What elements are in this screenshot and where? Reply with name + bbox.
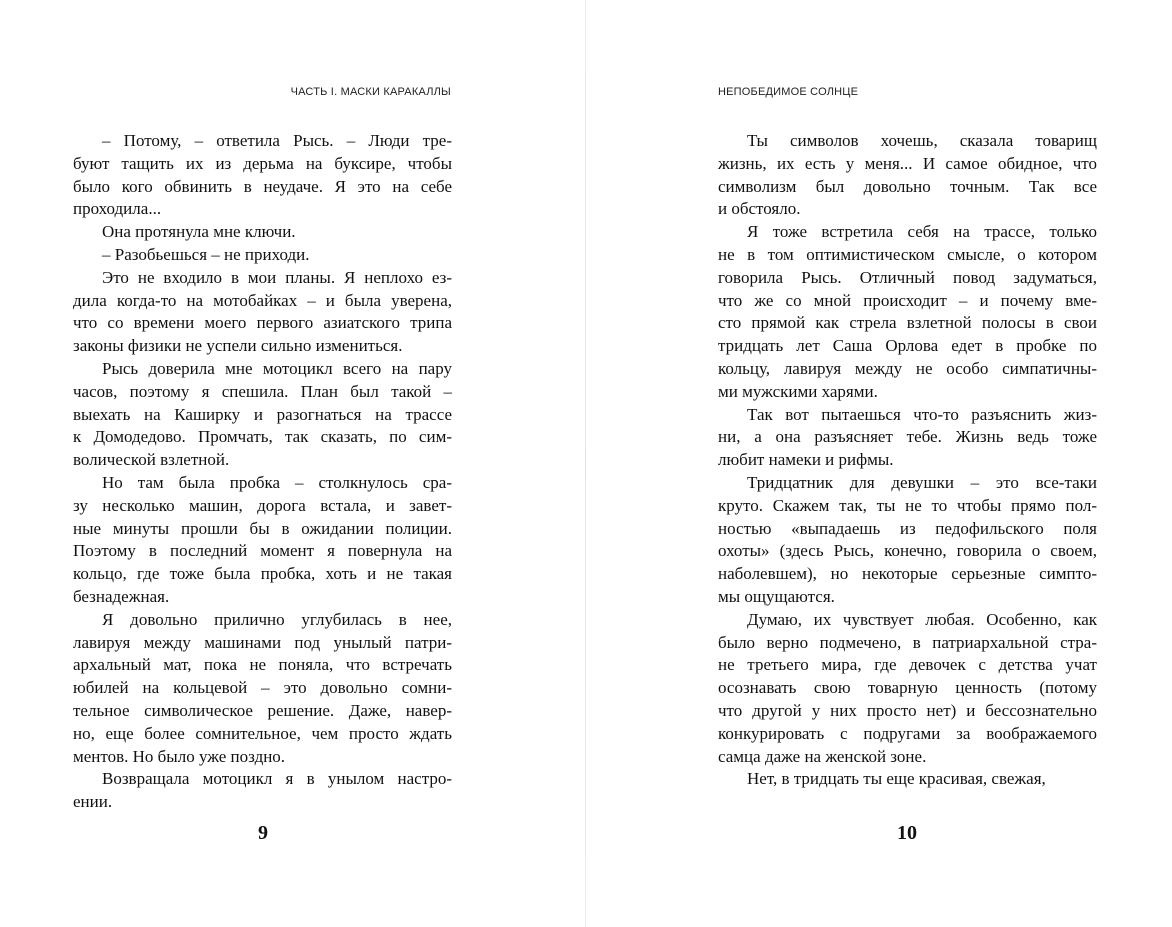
text-line: проходила... [73,199,162,219]
text-line: Тридцатник для девушки – это все-таки [747,472,1097,492]
text-line: тридцать лет Саша Орлова едет в пробке по [718,336,1097,356]
text-line: зу несколько машин, дорога встала, и завет- [73,495,452,515]
text-line: ментов. Но было уже поздно. [73,746,286,766]
text-line: волической взлетной. [73,450,230,470]
text-line: тельное символическое решение. Даже, навер- [73,700,452,720]
text-line: не в том оптимистическом смысле, о котором [718,244,1097,264]
text-line: конкурировать с подругами за воображаемого [718,723,1097,743]
text-line: дила когда-то на мотобайках – и была уверена, [73,290,452,310]
text-line: Ты символов хочешь, сказала товарищ [747,131,1097,150]
paragraph [718,609,1097,769]
text-line: что со времени моего первого азиатского трипа [73,313,452,333]
text-line: не третьего мира, где девочек с детства учат [718,655,1097,675]
text-line: лавируя между машинами под унылый патри- [73,632,452,652]
text-line: кольцо, где тоже была пробка, хоть и не такая [73,564,452,584]
text-line: самца даже на женской зоне. [718,746,927,766]
paragraph [73,472,452,609]
text-line: осознавать свою товарную ценность (потому [718,678,1097,698]
right-page-number: 10 [897,822,917,844]
right-page-text [718,130,1097,791]
text-line: выехать на Каширку и разогнаться на трассе [73,404,452,424]
text-line: охоты» (здесь Рысь, конечно, говорила о своем, [718,541,1097,561]
text-line: сто прямой как стрела взлетной полосы в свои [718,313,1097,333]
paragraph [73,221,452,244]
text-line: законы физики не успели сильно измениться. [73,336,403,356]
right-running-head: НЕПОБЕДИМОЕ СОЛНЦЕ [718,86,859,98]
paragraph [718,130,1097,221]
left-running-head: ЧАСТЬ I. МАСКИ КАРАКАЛЛЫ [290,86,451,98]
text-line: к Домодедово. Промчать, так сказать, по сим- [73,427,452,447]
text-line: но, еще более сомнительное, чем просто ждать [73,723,452,743]
left-page-text [73,130,452,814]
paragraph [718,768,1097,791]
text-line: кольцу, лавируя между не особо симпатичны- [718,358,1097,378]
text-line: Это не входило в мои планы. Я неплохо ез- [102,267,452,287]
text-line: говорила Рысь. Отличный повод задуматься, [718,267,1097,287]
text-line: Рысь доверила мне мотоцикл всего на пару [102,358,452,378]
text-line: Я довольно прилично углубилась в нее, [102,609,452,629]
text-line: Так вот пытаешься что-то разъяснить жиз- [747,404,1097,424]
text-line: круто. Скажем так, ты не то чтобы прямо пол- [718,495,1097,515]
right-page [586,0,1172,927]
paragraph [73,130,452,221]
text-line: ные минуты прошли бы в ожидании полиции. [73,518,452,538]
text-line: юбилей на кольцевой – это довольно сомни- [73,678,452,698]
text-line: Я тоже встретила себя на трассе, только [747,222,1097,242]
text-line: буют тащить их из дерьма на буксире, чтобы [73,153,452,173]
text-line: часов, поэтому я спешила. План был такой – [73,381,452,401]
text-line: Думаю, их чувствует любая. Особенно, как [747,609,1097,629]
left-page [0,0,585,927]
text-line: что другой у них просто нет) и бессознательно [718,700,1097,720]
text-line: было кого обвинить в неудаче. Я это на себе [73,176,452,196]
text-line: было верно подмечено, в патриархальной стра- [718,632,1097,652]
text-line: ении. [73,792,113,812]
paragraph [73,609,452,769]
text-line: архальный мат, пока не поняла, что встречать [73,655,452,675]
text-line: Она протянула мне ключи. [102,222,296,242]
text-line: Возвращала мотоцикл я в унылом настро- [102,769,452,789]
paragraph [73,358,452,472]
text-line: любит намеки и рифмы. [718,450,894,470]
text-line: что же со мной происходит – и почему вме- [718,290,1097,310]
text-line: наболевшем), но некоторые серьезные симпто- [718,564,1097,584]
text-line: Но там была пробка – столкнулось сра- [102,472,452,492]
paragraph [73,267,452,358]
text-line: жизнь, их есть у меня... И самое обидное, что [718,153,1097,173]
left-page-number: 9 [258,822,268,844]
paragraph [73,768,452,814]
paragraph [718,472,1097,609]
paragraph [718,404,1097,472]
text-line: мы ощущаются. [718,586,835,606]
paragraph [718,221,1097,403]
text-line: и обстояло. [718,199,801,219]
text-line: Поэтому в последний момент я повернула на [73,541,452,561]
paragraph [73,244,452,267]
text-line: ни, а она разъясняет тебе. Жизнь ведь тоже [718,427,1097,447]
text-line: – Разобьешься – не приходи. [102,244,310,264]
text-line: ностью «выпадаешь из педофильского поля [718,518,1097,538]
text-line: ми мужскими харями. [718,381,878,401]
text-line: Нет, в тридцать ты еще красивая, свежая, [747,769,1046,789]
text-line: безнадежная. [73,586,170,606]
text-line: – Потому, – ответила Рысь. – Люди тре- [102,131,452,150]
text-line: символизм был довольно точным. Так все [718,176,1097,196]
